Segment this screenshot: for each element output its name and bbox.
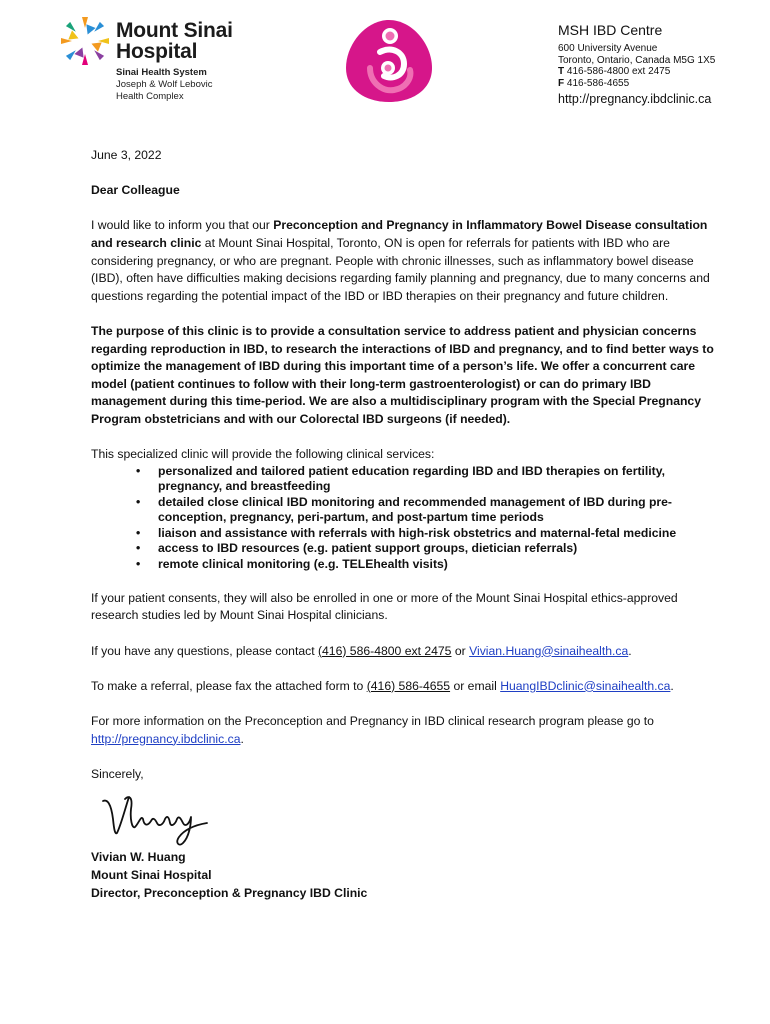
centre-title: MSH IBD Centre <box>558 22 663 38</box>
signatory-name: Vivian W. Huang <box>91 850 186 865</box>
contact-paragraph <box>91 643 719 661</box>
closing: Sincerely, <box>91 766 144 781</box>
service-item: • detailed close clinical IBD monitoring and recommended management of IBD during pre-conception, pregnancy, peri-partum, and post-partum time periods <box>91 495 719 526</box>
greeting: Dear Colleague <box>91 183 180 198</box>
clinic-contact-block <box>558 22 715 107</box>
mount-sinai-logo-icon <box>60 16 110 66</box>
letter-body <box>91 147 719 902</box>
service-item: • remote clinical monitoring (e.g. TELEhealth visits) <box>91 557 719 573</box>
signatory-title: Director, Preconception & Pregnancy IBD Clinic <box>91 885 368 900</box>
referral-email-link[interactable]: HuangIBDclinic@sinaihealth.ca <box>500 678 671 693</box>
service-item: • personalized and tailored patient education regarding IBD and IBD therapies on fertility, pregnancy, and breastfeeding <box>91 464 719 495</box>
purpose-paragraph: The purpose of this clinic is to provide a consultation service to address patient and physician concerns regarding reproduction in IBD, to research the interactions of IBD and pregnancy, and to find better ways to optimize the management of IBD during this important time of a person’s life. We offer a concurrent care model (patient continues to follow with their long-term gastroenterologist) or can do primary IBD management during this time-period. We are also a multidisciplinary program with the Special Pregnancy Program obstetricians and with our Colorectal IBD surgeons (if needed). <box>91 323 714 426</box>
address-line2: Toronto, Ontario, Canada M5G 1X5 <box>558 54 716 66</box>
research-paragraph: If your patient consents, they will also be enrolled in one or more of the Mount Sinai Hospital ethics-approved research studies led by Mount Sinai Hospital clinicians. <box>91 590 678 623</box>
services-list <box>91 464 719 573</box>
tel-value: 416-586-4800 ext 2475 <box>566 66 671 77</box>
service-item: • liaison and assistance with referrals with high-risk obstetrics and maternal-fetal medicine <box>91 526 719 542</box>
telephone-line <box>558 66 715 78</box>
letter-date: June 3, 2022 <box>91 148 162 162</box>
info-end: . <box>240 731 244 746</box>
referral-or: or email <box>450 678 501 693</box>
intro-paragraph <box>91 217 719 305</box>
intro-lead: I would like to inform you that our <box>91 218 274 233</box>
contact-prefix: If you have any questions, please contact <box>91 643 318 658</box>
clinic-name: Preconception and Pregnancy in Inflammatory Bowel Disease consultation and research clinic <box>91 218 708 250</box>
contact-email-link[interactable]: Vivian.Huang@sinaihealth.ca <box>469 643 629 658</box>
address-line1: 600 University Avenue <box>558 43 658 54</box>
fax-label: F <box>558 77 565 89</box>
fax-value: 416-586-4655 <box>566 77 630 89</box>
referral-paragraph <box>91 678 719 696</box>
contact-phone-link[interactable]: (416) 586-4800 ext 2475 <box>317 643 452 658</box>
contact-or: or <box>451 643 470 658</box>
organization-name <box>116 20 233 62</box>
signatory-organization: Mount Sinai Hospital <box>91 867 212 882</box>
info-paragraph <box>91 713 719 748</box>
program-url-link[interactable]: http://pregnancy.ibdclinic.ca <box>91 731 241 746</box>
centre-url: http://pregnancy.ibdclinic.ca <box>558 92 712 106</box>
signature-icon <box>99 789 211 849</box>
referral-prefix: To make a referral, please fax the attached form to <box>91 678 367 693</box>
intro-rest: at Mount Sinai Hospital, Toronto, ON is open for referrals for patients with IBD who are considering pregnancy, or who are pregnant. People with chronic illnesses, such as inflammatory bowel disease (IBD), often have difficulties making decisions regarding family planning and pregnancy, due to many concerns and questions regarding the potential impact of the IBD or IBD therapies on their pregnancy and future children. <box>91 235 710 303</box>
system-name: Sinai Health System <box>116 67 207 78</box>
contact-end: . <box>628 643 632 658</box>
service-item: • access to IBD resources (e.g. patient support groups, dietician referrals) <box>91 541 719 557</box>
services-intro: This specialized clinic will provide the following clinical services: <box>91 447 435 462</box>
mother-baby-logo-icon <box>340 16 438 104</box>
org-name-line1: Mount Sinai <box>116 19 233 42</box>
referral-end: . <box>670 678 674 693</box>
info-prefix: For more information on the Preconception and Pregnancy in IBD clinical research program please go to <box>91 713 654 728</box>
organization-subtitle <box>116 67 212 103</box>
org-name-line2: Hospital <box>116 40 198 63</box>
complex-line1: Joseph & Wolf Lebovic <box>116 79 213 90</box>
referral-fax-link[interactable]: (416) 586-4655 <box>366 678 451 693</box>
tel-label: T <box>558 66 565 77</box>
fax-line <box>558 78 715 90</box>
complex-line2: Health Complex <box>116 91 184 102</box>
